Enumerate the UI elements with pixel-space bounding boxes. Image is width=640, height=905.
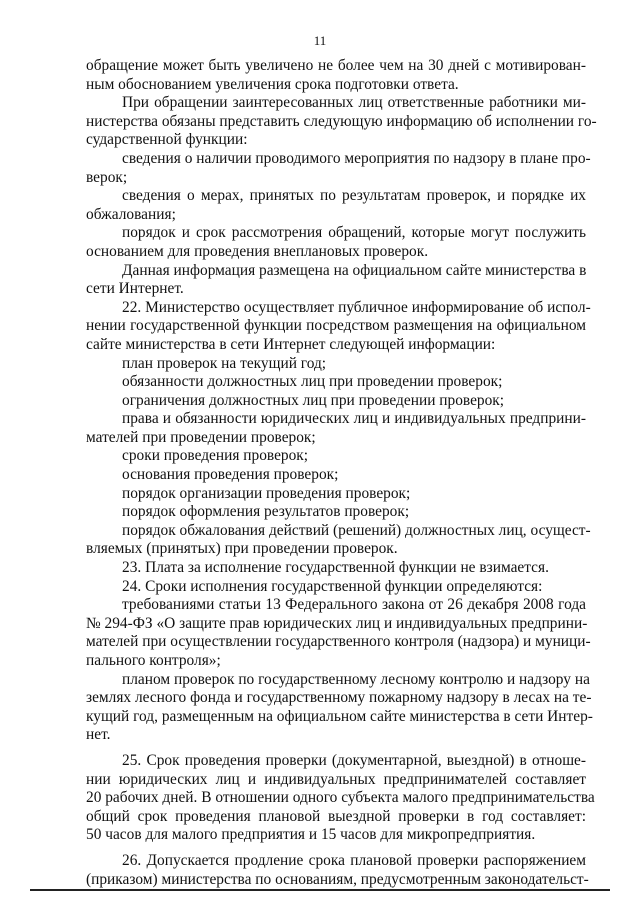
text-line: вляемых (принятых) при проведении проверок. — [86, 540, 398, 558]
text-line: обжалования; — [86, 205, 176, 223]
paragraph-gap — [86, 845, 586, 852]
paragraph-gap — [86, 745, 586, 752]
text-line: планом проверок по государственному лесному контролю и надзору на — [122, 670, 590, 688]
text-line: 25. Срок проведения проверки (документарной, выездной) в отноше- — [122, 751, 586, 769]
document-body — [86, 57, 597, 889]
text-line: При обращении заинтересованных лиц ответственные работники ми- — [122, 94, 586, 112]
text-line: порядок и срок рассмотрения обращений, которые могут послужить — [122, 224, 586, 242]
text-line: кущий год, размещенным на официальном сайте министерства в сети Интер- — [86, 707, 593, 725]
text-line: сведения о мерах, принятых по результатам проверок, и порядке их — [122, 187, 586, 205]
text-line: 23. Плата за исполнение государственной функции не взимается. — [122, 559, 549, 577]
text-line: пального контроля»; — [86, 652, 221, 669]
text-line: требованиями статьи 13 Федерального закона от 26 декабря 2008 года — [122, 596, 586, 614]
text-line: № 294-ФЗ «О защите прав юридических лиц и индивидуальных предприни- — [86, 614, 588, 632]
text-line: обращение может быть увеличено не более чем на 30 дней с мотивирован- — [86, 57, 586, 74]
text-line: общий срок проведения плановой выездной проверки в год составляет: — [86, 807, 586, 825]
text-line: обязанности должностных лиц при проведении проверок; — [122, 373, 503, 391]
text-line: нистерства обязаны представить следующую информацию об исполнении го- — [86, 112, 597, 130]
page-number: 11 — [313, 33, 327, 48]
text-line: сети Интернет. — [86, 280, 184, 298]
text-line: план проверок на текущий год; — [122, 354, 327, 372]
text-line: землях лесного фонда и государственному пожарному надзору в лесах на те- — [86, 689, 592, 707]
text-line: нении государственной функции посредством размещения на официальном — [86, 317, 586, 335]
text-line: ограничения должностных лиц при проведении проверок; — [122, 391, 505, 409]
text-line: основанием для проведения внеплановых проверок. — [86, 242, 429, 260]
text-line: 50 часов для малого предприятия и 15 часов для микропредприятия. — [86, 826, 536, 844]
text-line: порядок организации проведения проверок; — [122, 484, 411, 502]
text-line: сроки проведения проверок; — [122, 447, 309, 465]
text-line: 26. Допускается продление срока плановой проверки распоряжением — [122, 851, 586, 869]
text-line: сударственной функции: — [86, 131, 248, 149]
text-line: сайте министерства в сети Интернет следующей информации: — [86, 335, 496, 353]
text-line: Данная информация размещена на официальном сайте министерства в — [122, 261, 587, 279]
text-line: 20 рабочих дней. В отношении одного субъекта малого предпринимательства — [86, 789, 595, 807]
text-line: (приказом) министерства по основаниям, предусмотренным законодательст- — [86, 870, 589, 888]
text-line: права и обязанности юридических лиц и индивидуальных предприни- — [122, 410, 586, 428]
text-line: основания проведения проверок; — [122, 466, 339, 484]
text-line: порядок оформления результатов проверок; — [122, 503, 410, 521]
text-line: мателей при осуществлении государственного контроля (надзора) и муници- — [86, 633, 591, 651]
text-line: нии юридических лиц и индивидуальных предпринимателей составляет — [86, 770, 586, 788]
text-line: мателей при проведении проверок; — [86, 428, 316, 446]
text-line: сведения о наличии проводимого мероприятия по надзору в плане про- — [122, 149, 591, 167]
text-line: верок; — [86, 168, 128, 186]
text-line: ным обоснованием увеличения срока подготовки ответа. — [86, 75, 459, 93]
page-bottom-rule — [30, 889, 610, 891]
text-line: 24. Сроки исполнения государственной функции определяются: — [122, 577, 543, 595]
text-line: нет. — [86, 726, 111, 744]
text-line: 22. Министерство осуществляет публичное информирование об испол- — [122, 298, 591, 316]
text-line: порядок обжалования действий (решений) должностных лиц, осущест- — [122, 521, 591, 539]
